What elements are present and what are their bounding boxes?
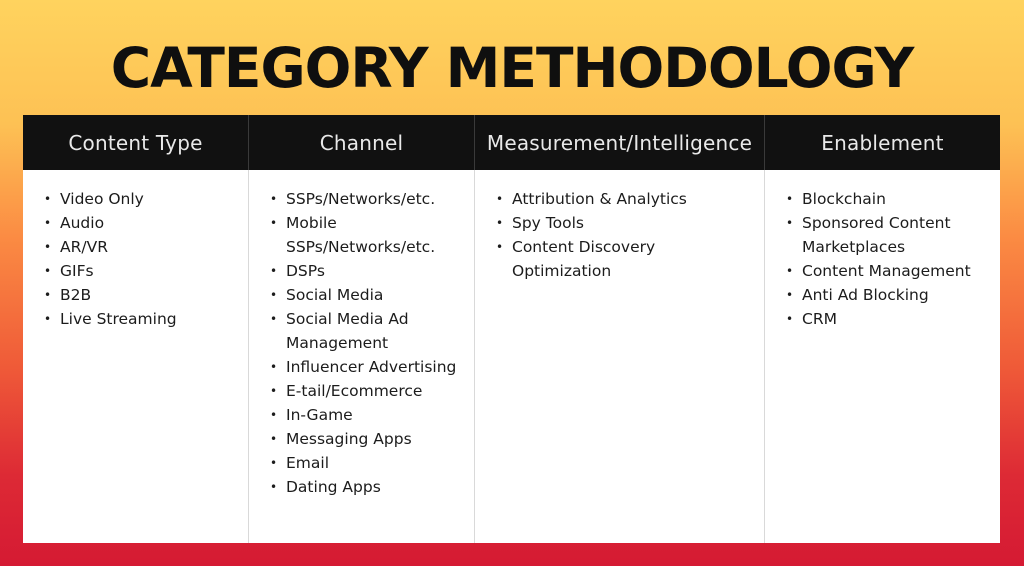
list-item: • Spy Tools <box>475 211 764 235</box>
list-item: • Sponsored Content Marketplaces <box>765 211 1000 259</box>
column-header-content-type: Content Type <box>23 115 249 170</box>
list-item: • GIFs <box>23 259 248 283</box>
methodology-table <box>23 115 1000 543</box>
list-item: • B2B <box>23 283 248 307</box>
list-item: • CRM <box>765 307 1000 331</box>
bullet-list <box>475 187 764 283</box>
column-header-channel: Channel <box>249 115 475 170</box>
column-header-measurement: Measurement/Intelligence <box>475 115 765 170</box>
list-item: • Email <box>249 451 474 475</box>
list-item: • E-tail/Ecommerce <box>249 379 474 403</box>
list-item: • Attribution & Analytics <box>475 187 764 211</box>
list-item: • Live Streaming <box>23 307 248 331</box>
list-item: • DSPs <box>249 259 474 283</box>
bullet-list <box>765 187 1000 331</box>
list-item: • Messaging Apps <box>249 427 474 451</box>
list-item: • Social Media Ad Management <box>249 307 474 355</box>
list-item: • In-Game <box>249 403 474 427</box>
list-item: • Blockchain <box>765 187 1000 211</box>
column-measurement-intelligence <box>475 170 765 543</box>
list-item: • SSPs/Networks/etc. <box>249 187 474 211</box>
column-enablement <box>765 170 1000 543</box>
bullet-list <box>23 187 248 331</box>
table-body-row <box>23 170 1000 543</box>
list-item: • Audio <box>23 211 248 235</box>
list-item: • Content Management <box>765 259 1000 283</box>
column-channel <box>249 170 475 543</box>
column-content-type <box>23 170 249 543</box>
table-header-row <box>23 115 1000 170</box>
list-item: • AR/VR <box>23 235 248 259</box>
list-item: • Dating Apps <box>249 475 474 499</box>
list-item: • Influencer Advertising <box>249 355 474 379</box>
list-item: • Mobile SSPs/Networks/etc. <box>249 211 474 259</box>
column-header-enablement: Enablement <box>821 130 944 155</box>
list-item: • Social Media <box>249 283 474 307</box>
list-item: • Anti Ad Blocking <box>765 283 1000 307</box>
bullet-list <box>249 187 474 499</box>
list-item: • Content Discovery Optimization <box>475 235 764 283</box>
list-item: • Video Only <box>23 187 248 211</box>
page-title: CATEGORY METHODOLOGY <box>110 36 914 100</box>
